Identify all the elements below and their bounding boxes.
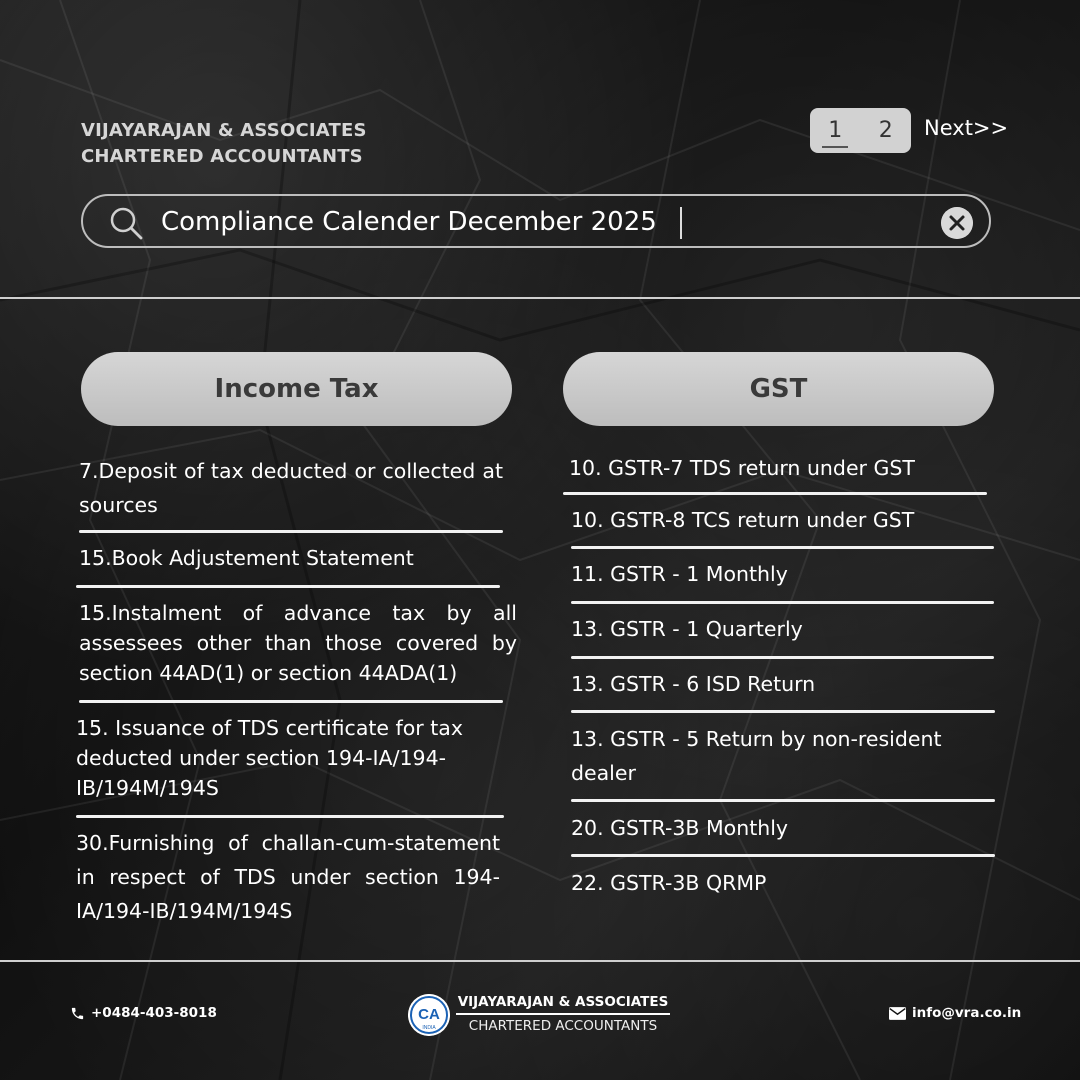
item-divider [571,799,995,802]
gst-item: 13. GSTR - 1 Quarterly [571,617,803,641]
top-divider [0,297,1080,299]
gst-item: 13. GSTR - 6 ISD Return [571,672,816,696]
search-bar [81,194,991,248]
firm-name-header [81,118,367,170]
item-divider [563,492,987,495]
income-tax-item: 7.Deposit of tax deducted or collected at sources [79,459,503,517]
close-icon[interactable] [941,207,973,239]
gst-item: 10. GSTR-7 TDS return under GST [569,456,915,480]
gst-item: 13. GSTR - 5 Return by non-resident dealer [571,727,942,785]
firm-name-line2: CHARTERED ACCOUNTANTS [81,146,363,167]
next-page-link[interactable]: Next>> [924,116,1009,140]
phone-icon [70,1006,85,1021]
item-divider [79,530,503,533]
item-divider [79,700,503,703]
item-divider [571,601,994,604]
footer-phone[interactable] [70,1005,217,1021]
gst-item: 10. GSTR-8 TCS return under GST [571,508,915,532]
phone-number: +0484-403-8018 [91,1005,217,1021]
item-divider [571,546,994,549]
page-1-button[interactable]: 1 [822,118,848,143]
gst-item: 20. GSTR-3B Monthly [571,816,789,840]
mail-icon [889,1007,906,1020]
bottom-divider [0,960,1080,962]
item-divider [76,585,500,588]
footer-firm-rule [456,1013,670,1015]
footer-firm-name [456,994,670,1034]
footer-firm-subtitle: CHARTERED ACCOUNTANTS [468,1018,658,1034]
ca-india-logo [408,994,450,1036]
text-caret [680,207,682,239]
income-tax-item: 15.Instalment of advance tax by all assessees other than those covered by section 44AD(1) or section 44ADA(1) [79,601,517,685]
search-input[interactable] [159,202,903,242]
footer-email[interactable] [889,1005,1021,1021]
item-divider [571,854,995,857]
pagination [810,108,911,153]
tab-income-tax[interactable]: Income Tax [81,352,512,426]
item-divider [571,656,994,659]
item-divider [571,710,995,713]
logo-text: CA [418,1006,440,1023]
firm-name-line1: VIJAYARAJAN & ASSOCIATES [81,120,367,141]
item-divider [76,815,504,818]
income-tax-item: 15.Book Adjustement Statement [79,546,414,570]
footer-firm-title: VIJAYARAJAN & ASSOCIATES [457,994,669,1010]
income-tax-item: 30.Furnishing of challan-cum-statement in respect of TDS under section 194-IA/194-IB/194M/194S [76,831,500,923]
tab-gst[interactable]: GST [563,352,994,426]
page-2-button[interactable]: 2 [878,118,893,143]
gst-item: 11. GSTR - 1 Monthly [571,562,788,586]
email-address: info@vra.co.in [912,1005,1022,1021]
search-icon[interactable] [109,206,143,240]
logo-subtext: INDIA [422,1025,436,1031]
gst-item: 22. GSTR-3B QRMP [571,871,767,895]
income-tax-item: 15. Issuance of TDS certificate for tax deducted under section 194-IA/194-IB/194M/194S [76,716,463,800]
